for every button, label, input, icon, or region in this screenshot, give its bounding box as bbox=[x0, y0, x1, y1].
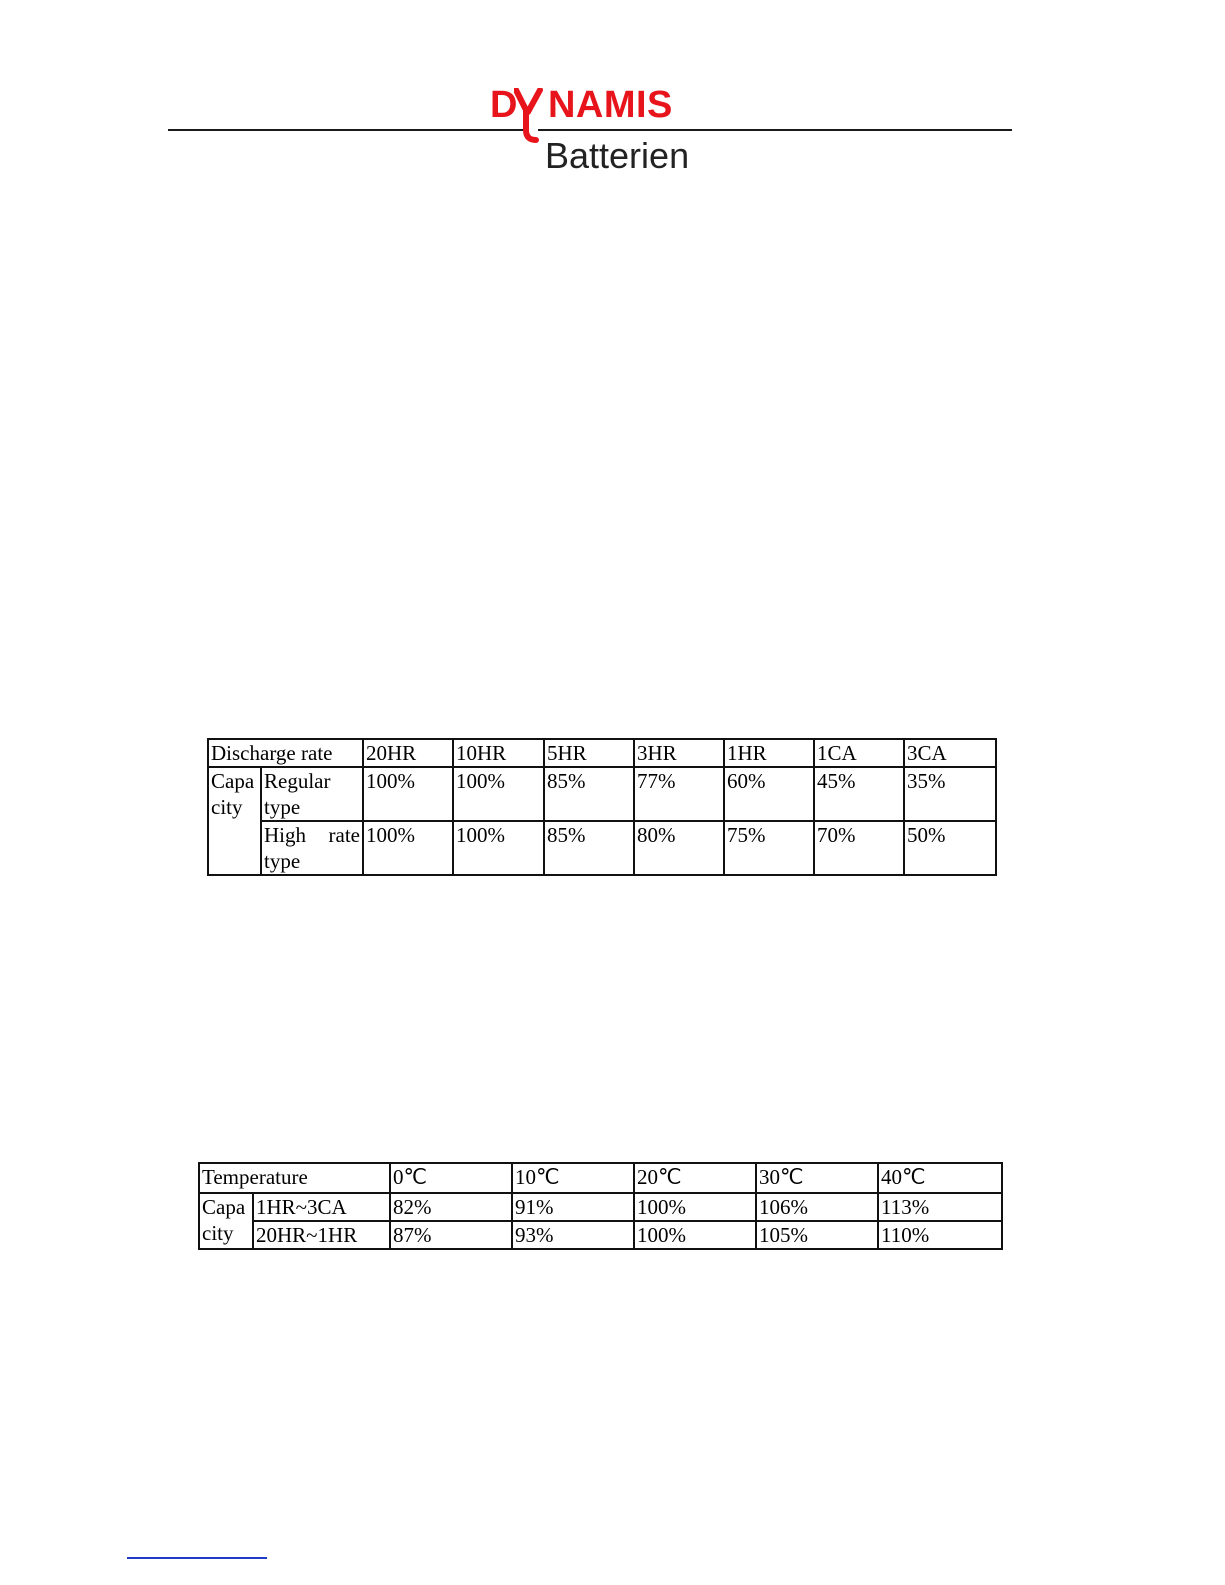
row-label-word: rate bbox=[328, 823, 360, 847]
table-cell: 77% bbox=[634, 767, 724, 821]
table-row bbox=[199, 1221, 1002, 1249]
row-group-label-line: city bbox=[202, 1221, 234, 1245]
table-cell: 85% bbox=[544, 821, 634, 875]
table-cell: 110% bbox=[878, 1221, 1002, 1249]
header-rate: 3HR bbox=[634, 739, 724, 767]
table-cell: 80% bbox=[634, 821, 724, 875]
table-cell: 105% bbox=[756, 1221, 878, 1249]
table-cell: 100% bbox=[453, 821, 544, 875]
row-label-line: Regular bbox=[264, 769, 331, 793]
table-cell: 93% bbox=[512, 1221, 634, 1249]
footer-link-underline[interactable] bbox=[127, 1557, 267, 1559]
table-cell: 100% bbox=[634, 1193, 756, 1221]
header-discharge-rate: Discharge rate bbox=[208, 739, 363, 767]
row-label-word: High bbox=[264, 823, 306, 847]
table-header-row bbox=[208, 739, 996, 767]
header-rate: 1HR bbox=[724, 739, 814, 767]
row-group-label-line: Capa bbox=[202, 1195, 246, 1219]
row-group-capacity bbox=[208, 767, 261, 875]
dynamis-logo bbox=[490, 80, 690, 180]
header-rate: 5HR bbox=[544, 739, 634, 767]
discharge-rate-table bbox=[207, 738, 997, 876]
row-label: 1HR~3CA bbox=[253, 1193, 390, 1221]
table-header-row bbox=[199, 1163, 1002, 1193]
table-cell: 100% bbox=[363, 821, 453, 875]
row-label-line bbox=[264, 822, 360, 848]
row-group-capacity bbox=[199, 1193, 253, 1249]
row-label-regular bbox=[261, 767, 363, 821]
header-rate: 1CA bbox=[814, 739, 904, 767]
table-cell: 106% bbox=[756, 1193, 878, 1221]
table-cell: 70% bbox=[814, 821, 904, 875]
row-label-high-rate bbox=[261, 821, 363, 875]
table-cell: 113% bbox=[878, 1193, 1002, 1221]
row-group-label-line: city bbox=[211, 795, 243, 819]
table-cell: 100% bbox=[634, 1221, 756, 1249]
logo-subtitle: Batterien bbox=[545, 135, 690, 176]
table-cell: 85% bbox=[544, 767, 634, 821]
row-label-line: type bbox=[264, 849, 301, 873]
table-cell: 91% bbox=[512, 1193, 634, 1221]
header-temp: 30℃ bbox=[756, 1163, 878, 1193]
table-cell: 50% bbox=[904, 821, 996, 875]
logo-letters-rest: NAMIS bbox=[547, 84, 673, 126]
row-group-label-line: Capa bbox=[211, 769, 255, 793]
header-temp: 40℃ bbox=[878, 1163, 1002, 1193]
table-cell: 87% bbox=[390, 1221, 512, 1249]
table-row bbox=[208, 767, 996, 821]
logo-letter-d: D bbox=[490, 84, 518, 126]
table-cell: 100% bbox=[453, 767, 544, 821]
table-cell: 60% bbox=[724, 767, 814, 821]
table-row bbox=[208, 821, 996, 875]
header-rule-left bbox=[168, 129, 528, 131]
logo-y-mark-icon bbox=[514, 88, 544, 144]
header-rate: 20HR bbox=[363, 739, 453, 767]
table-cell: 75% bbox=[724, 821, 814, 875]
table-row bbox=[199, 1193, 1002, 1221]
header-temp: 20℃ bbox=[634, 1163, 756, 1193]
row-label: 20HR~1HR bbox=[253, 1221, 390, 1249]
table-cell: 35% bbox=[904, 767, 996, 821]
row-label-line: type bbox=[264, 795, 301, 819]
temperature-table bbox=[198, 1162, 1003, 1250]
header-rate: 3CA bbox=[904, 739, 996, 767]
table-cell: 45% bbox=[814, 767, 904, 821]
header-temp: 0℃ bbox=[390, 1163, 512, 1193]
header-temp: 10℃ bbox=[512, 1163, 634, 1193]
header-rate: 10HR bbox=[453, 739, 544, 767]
header-temperature: Temperature bbox=[199, 1163, 390, 1193]
table-cell: 100% bbox=[363, 767, 453, 821]
table-cell: 82% bbox=[390, 1193, 512, 1221]
